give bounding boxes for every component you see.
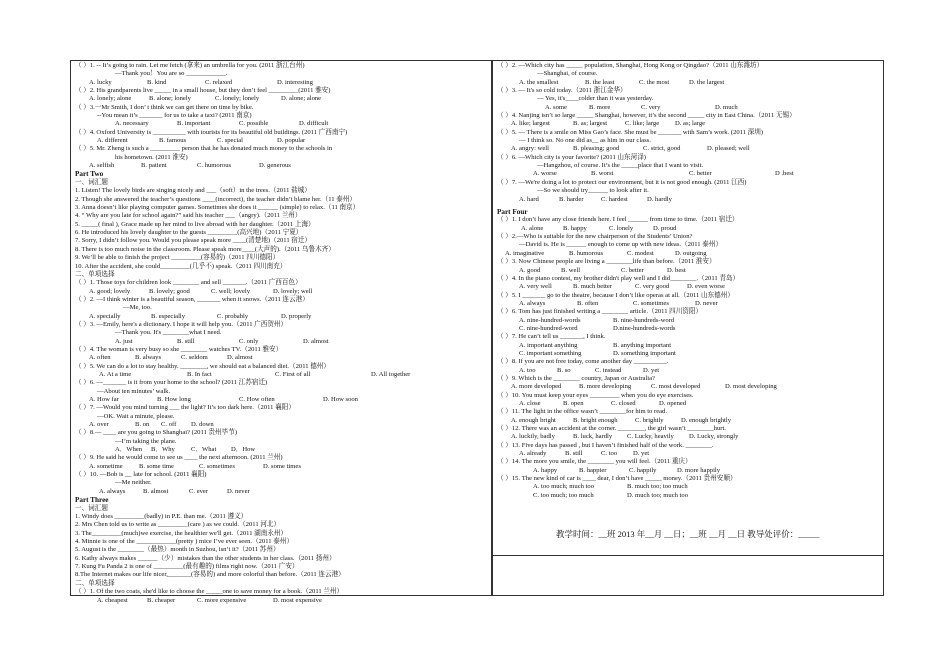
answer-option: D. properly xyxy=(281,312,312,320)
answer-option: A. always xyxy=(519,299,546,307)
answer-options xyxy=(497,367,879,375)
answer-option: D. the largest xyxy=(689,78,725,86)
question-line: （ ）2.—Who is suitable for the new chairperson of the Students’ Union? xyxy=(497,233,693,241)
answer-option: A. very well xyxy=(519,283,552,291)
answer-options xyxy=(497,79,879,87)
question-line: — Yes, it's____colder than it was yesterday. xyxy=(537,95,654,103)
question-line: —Me, too. xyxy=(123,304,152,312)
answer-option: D. never xyxy=(227,487,250,495)
answer-option: D. as; large xyxy=(675,120,706,128)
question-line: 7. Kung Fu Panda 2 is one of _________(最有趣的) films right now.（2011 广安） xyxy=(75,563,299,571)
question-line: （ ）3. Now Chinese people are living a ________life than before.（2011 淮安） xyxy=(497,258,716,266)
answer-option: C. How often xyxy=(239,396,275,403)
answer-option: A. cheapest xyxy=(97,596,128,604)
answer-option: A. At a time xyxy=(99,370,132,378)
answer-option: A. like; largest xyxy=(511,120,550,128)
question-line: 二、单项选择 xyxy=(75,270,115,278)
answer-option: B. important xyxy=(177,120,211,128)
question-line: 3. Anna doesn’t like playing computer games. Sometimes she does it ______ (simple) to relax.（11 南京） xyxy=(75,204,360,212)
question-line: 5. _____( final ), Grace made up her mind to live abroad with her daughter.（2011 上海） xyxy=(75,220,315,228)
question-line: —David is. He is ______ enough to come up with new ideas.（2011 泰州） xyxy=(519,241,723,249)
answer-option: D. yet xyxy=(643,366,660,374)
answer-option: C. sometimes xyxy=(199,462,235,470)
answer-options xyxy=(75,338,487,346)
answer-options xyxy=(497,250,879,258)
question-line: （ ）7. —We're doing a lot to protect our environment, but it is not good enough. (2011 江西) xyxy=(497,178,747,186)
answer-option: D. Lucky, strongly xyxy=(689,433,739,441)
answer-option: B. patient xyxy=(141,162,167,170)
question-line: 1. Windy does _________(badly) in P.E. than me.（2011 遵义） xyxy=(75,513,248,521)
answer-option: A. enough bright xyxy=(511,416,556,424)
question-line: —So we should try______ to look after it. xyxy=(537,187,649,195)
answer-option: C. very xyxy=(641,103,661,111)
answer-option: C. modest xyxy=(627,249,654,257)
question-line: （ ）4. The woman is very busy so she ________ watches TV.（2011 雅安） xyxy=(75,345,283,353)
section-heading: Part Two xyxy=(75,170,104,179)
answer-option: D. opened xyxy=(659,400,687,407)
answer-option: C. like; large xyxy=(625,120,660,128)
answer-option: D. almost xyxy=(227,354,253,362)
answer-option: C. ever xyxy=(189,487,209,495)
right-footer-box xyxy=(492,556,884,596)
answer-option: C. the most xyxy=(639,78,670,86)
answer-option: A. necessary xyxy=(115,120,149,128)
question-line: 一、词汇题 xyxy=(75,504,108,512)
answer-option: C. lonely xyxy=(609,224,634,232)
answer-option: B. How long xyxy=(157,396,191,403)
answer-option: C. most developed xyxy=(651,383,701,391)
question-line: （ ）8.— ____ are you going to Shanghai? (2011 贵州毕节) xyxy=(75,429,238,437)
answer-option: D. almost xyxy=(303,337,329,345)
answer-option: B. more xyxy=(589,103,611,111)
answer-option: D. something important xyxy=(613,349,676,357)
answer-option: C. too much; too much xyxy=(533,491,594,499)
answer-options xyxy=(75,463,487,471)
question-line: （ ）9. Which is the ________ country, Japan or Australia? xyxy=(497,374,655,382)
answer-options xyxy=(497,225,879,233)
answer-option: C. sometimes xyxy=(633,299,669,307)
answer-option: B. much too; too much xyxy=(627,483,688,491)
answer-option: B. some time xyxy=(139,462,174,470)
answer-option: A. the smallest xyxy=(519,78,559,86)
answer-option: A. nine-hundred-words xyxy=(519,316,581,324)
answer-options xyxy=(497,196,879,204)
answer-option: B. the least xyxy=(585,78,615,86)
question-line: （ ）11. The light in the office wasn’t ________for him to read. xyxy=(497,408,668,416)
answer-option: A. good xyxy=(519,266,541,274)
answer-option: C. probably xyxy=(217,312,249,320)
answer-option: B. always xyxy=(135,354,162,362)
question-line: （ ）6. Tom has just finished writing a ________ article.（2011 四川资阳） xyxy=(497,308,703,316)
answer-option: C. First of all xyxy=(275,370,311,378)
answer-option: C. better xyxy=(621,266,644,274)
answer-option: D. some times xyxy=(263,462,301,470)
answer-option: D. yet xyxy=(633,450,650,458)
question-line: —I’m taking the plane. xyxy=(115,437,177,445)
answer-option: D. popular xyxy=(277,137,306,145)
answer-option: C. brightly xyxy=(635,416,664,424)
question-line: --You mean it’s _______ for us to take a taxi? (2011 南京) xyxy=(97,112,252,120)
question-line: 1. Listen! The lovely birds are singing nicely and ___（soft）in the trees.（2011 盐城） xyxy=(75,187,311,195)
answer-options xyxy=(75,354,487,362)
answer-option: D .best xyxy=(775,170,794,178)
answer-options xyxy=(497,325,879,333)
question-line: —Shanghai, of course. xyxy=(537,70,598,78)
answer-option: B. still xyxy=(565,450,583,458)
answer-option: B. happier xyxy=(579,466,607,474)
answer-option: B. kind xyxy=(147,78,167,86)
answer-options xyxy=(497,342,879,350)
question-line: —Me neither. xyxy=(115,479,152,487)
answer-option: A. How far xyxy=(89,396,119,403)
question-line: （ ）14. The more you smile, the ________ you will feel.（2011 重庆） xyxy=(497,458,692,466)
answer-option: B. as; largest xyxy=(573,120,608,128)
answer-option: C. better xyxy=(689,170,712,178)
answer-option: C. Lucky, heavily xyxy=(627,433,674,441)
question-line: —Thank you！You are so ____________. xyxy=(115,70,228,78)
answer-options xyxy=(75,120,487,128)
question-line: （ ）10. You must keep your eyes _________ when you do eye exercises. xyxy=(497,391,694,399)
answer-option: D. much too; much too xyxy=(627,491,688,499)
question-line: 二、单项选择 xyxy=(75,579,115,587)
answer-option: B. pleasing; good xyxy=(573,145,620,153)
question-line: （ ）5. Mr. Zheng is such a _________ person that he has donated much money to the schools in xyxy=(75,145,333,153)
answer-option: D. outgoing xyxy=(675,249,707,257)
question-line: （ ）1. -- It’s going to rain. Let me fetch (拿来) an umbrella for you. (2011 浙江台州) xyxy=(75,62,305,69)
answer-option: B. much better xyxy=(573,283,613,291)
answer-option: A. more developed xyxy=(511,383,562,391)
question-line: （ ）2. —Which city has _____ population, Shanghai, Hong Kong or Qingdao?（2011 山东潍坊） xyxy=(497,62,764,69)
answer-option: B. well xyxy=(561,266,581,274)
answer-option: C. important something xyxy=(519,349,582,357)
answer-option: A. worse xyxy=(533,170,557,178)
answer-option: B. especially xyxy=(151,312,186,320)
answer-option: A. too much; much too xyxy=(533,483,594,491)
question-line: （ ）9. He said he would come to see us ____ the next afternoon. (2011 兰州) xyxy=(75,454,283,462)
answer-option: B. harder xyxy=(559,195,584,203)
answer-option: D. pleased; well xyxy=(707,145,750,153)
question-line: 9. We’ll be able to finish the project _________(容易的)（2011 四川德阳） xyxy=(75,254,280,262)
question-line: （ ）10. —Bob is __ late for school. (2011 襄阳) xyxy=(75,471,207,479)
answer-option: B. open xyxy=(563,400,584,407)
answer-options xyxy=(75,162,487,170)
answer-options xyxy=(497,170,879,178)
question-line: （ ）2. His grandparents live _____ in a small house, but they don’t feel _________(2011 雅安) xyxy=(75,87,331,95)
answer-option: B. still xyxy=(177,337,195,345)
answer-option: B. more developing xyxy=(579,383,632,391)
answer-options xyxy=(497,483,879,491)
answer-option: D. All together xyxy=(371,370,411,378)
answer-options xyxy=(497,283,879,291)
section-heading: Part Four xyxy=(497,207,528,216)
answer-option: C. strict, good xyxy=(643,145,681,153)
answer-option: C. nine-hundred-word xyxy=(519,324,578,332)
question-line: （ ）15. The new kind of car is ____ dear, I don’t have _____ money.（2011 贵州安顺） xyxy=(497,475,737,483)
question-line: 10. After the accident, she could_________(几乎不) speak.（2011 四川南充） xyxy=(75,262,287,270)
question-line: 6. He introduced his lovely daughter to the guests _________(高兴地)（2011 宁夏） xyxy=(75,229,303,237)
question-line: 8.The Internet makes our life nicer,_______(容易的) and more colorful than before.（2011 连云港） xyxy=(75,571,345,579)
answer-option: A. luckily, badly xyxy=(511,433,555,441)
answer-option: C. well; lovely xyxy=(211,287,251,295)
answer-option: A. important anything xyxy=(519,341,578,349)
question-line: （ ）3. — It's so cold today.（2011 浙江金华） xyxy=(497,87,627,95)
answer-options xyxy=(497,120,879,128)
answer-option: D.nine-hundreds-words xyxy=(613,324,676,332)
question-line: 7. Sorry, I didn’t follow you. Would you please speak more ____(清楚地)（2011 宿迁） xyxy=(75,237,312,245)
question-line: （ ）1. Those toys for children look ________ and sell _______.（2011 广西百色） xyxy=(75,279,302,287)
answer-options xyxy=(75,288,487,296)
section-heading: Part Three xyxy=(75,496,109,505)
question-line: （ ）7. He can’t tell us _______, I think. xyxy=(497,333,606,341)
question-line: （ ）4. Oxford University is __________ with tourists for its beautiful old buildings. (2011 广西南宁) xyxy=(75,128,348,136)
answer-option: D. interesting xyxy=(277,78,313,86)
question-line: （ ）4. Nanjing isn’t so large _____ Shanghai, however, it’s the second _____ city in East China.（2011 无锡） xyxy=(497,112,796,120)
answer-option: A. lonely; alone xyxy=(89,95,132,103)
answer-option: D. best xyxy=(667,266,686,274)
answer-option: A. already xyxy=(519,450,547,458)
answer-options xyxy=(497,433,879,441)
answer-option: A. angry: well xyxy=(511,145,549,153)
answer-options xyxy=(497,317,879,325)
question-line: （ ）1. I don’t have any close friends here. I feel ______ from time to time.（2011 宿迁） xyxy=(497,216,739,224)
question-line: — I think so. No one did as__ as him in our class. xyxy=(519,137,651,145)
answer-option: A. hard xyxy=(519,195,539,203)
answer-option: B. so xyxy=(557,366,571,374)
answer-options xyxy=(75,597,487,605)
answer-option: B. cheaper xyxy=(147,596,176,604)
answer-option: A. often xyxy=(89,354,111,362)
answer-option: B．Why xyxy=(151,446,175,454)
answer-option: A. imaginative xyxy=(505,249,545,257)
answer-option: D．How xyxy=(231,446,256,454)
teaching-time-footer: 教学时间：__班 2013 年__月 __日；__班 __月 __日 教导处评价：_____ xyxy=(556,529,820,539)
answer-option: A. good; lovely xyxy=(89,287,131,295)
answer-option: A. alone xyxy=(521,224,544,232)
answer-option: A. selfish xyxy=(89,162,115,170)
answer-option: C. relaxed xyxy=(205,78,233,86)
answer-option: D. much xyxy=(715,103,738,111)
question-line: （ ）12. There was an accident at the corner. ________, the girl wasn’t ________hurt. xyxy=(497,425,726,433)
question-line: （ ）2. —I think winter is a beautiful season, _______ when it snows.（2011 连云港） xyxy=(75,295,309,303)
answer-options xyxy=(497,467,879,475)
answer-option: A. sometime xyxy=(89,462,123,470)
answer-option: D. never xyxy=(695,299,718,307)
answer-option: C. off xyxy=(161,421,177,429)
question-line: 5. August is the ________（最热）month in Suzhou, isn’t it?（2011 苏州） xyxy=(75,546,280,554)
answer-option: C. too xyxy=(601,450,618,458)
answer-option: A．When xyxy=(115,446,143,454)
answer-option: C. happily xyxy=(629,466,657,474)
answer-option: C. instead xyxy=(595,366,622,374)
answer-option: C. seldom xyxy=(181,354,208,362)
question-line: （ ）5. I _______ go to the theatre, because I don’t like operas at all.（2011 山东德州） xyxy=(497,291,734,299)
question-line: （ ）1. Of the two coats, she'd like to choose the _____one to save money for a book.（2011 兰州） xyxy=(75,588,344,596)
answer-option: B. worst xyxy=(591,170,614,178)
answer-option: A. just xyxy=(115,337,133,345)
answer-option: C. special xyxy=(217,137,244,145)
answer-option: D. most expensive xyxy=(273,596,322,604)
answer-option: A. always xyxy=(99,487,126,495)
answer-options xyxy=(497,300,879,308)
right-column xyxy=(492,60,884,556)
answer-option: A. happy xyxy=(533,466,558,474)
question-line: 2. Though she answered the teacher’s questions ____(incorrect), the teacher didn’t blame her.（11 泰州） xyxy=(75,195,357,203)
answer-option: D. proud xyxy=(653,224,677,232)
question-line: （ ）4. In the piano contest, my brother didn't play well and I did________.（2011 青岛） xyxy=(497,274,740,282)
question-line: （ ）8. If you are not free today, come another day __________. xyxy=(497,358,669,366)
left-column xyxy=(70,60,492,604)
question-line: （ ）5. We can do a lot to stay healthy. ________, we should eat a balanced diet.（2011 德州） xyxy=(75,362,330,370)
answer-options xyxy=(497,383,879,391)
question-line: 4. Minnie is one of the ____________(pretty ) mice I’ve ever seen.（2011 泰州） xyxy=(75,538,294,546)
answer-options xyxy=(75,79,487,87)
answer-options xyxy=(497,145,879,153)
answer-options xyxy=(75,313,487,321)
question-line: 2. Mrs Chen told us to write as _________(care ) as we could.（2011 河北） xyxy=(75,521,281,529)
answer-option: C. only xyxy=(239,337,259,345)
answer-option: D. alone; alone xyxy=(281,95,322,103)
answer-option: A. specially xyxy=(89,312,121,320)
answer-option: D. hardly xyxy=(647,195,672,203)
question-line: （ ）6. —_______ is it from your home to the school? (2011 江苏宿迁) xyxy=(75,379,268,387)
answer-option: D. more happily xyxy=(677,466,721,474)
answer-option: D. most developing xyxy=(725,383,777,391)
answer-option: D. down xyxy=(191,421,214,429)
question-line: （ ）6. —Which city is your favorite? (2011 山东菏泽) xyxy=(497,153,646,161)
question-line: —OK. Wait a minute, please. xyxy=(97,412,175,420)
question-line: 4. “ Why are you late for school again?” said his teacher ___（angry).（2011 兰州） xyxy=(75,212,302,220)
question-line: —About ten minutes’ walk. xyxy=(97,387,171,395)
answer-option: A. lucky xyxy=(89,78,112,86)
answer-option: C．What xyxy=(191,446,217,454)
answer-option: B. on xyxy=(135,421,150,429)
answer-option: B. lovely; good xyxy=(149,287,190,295)
answer-option: C. hardest xyxy=(601,195,628,203)
answer-option: B. alone; lonely xyxy=(149,95,191,103)
question-line: 8. There is too much noise in the classroom. Please speak more____(大声的).（2011 乌鲁木齐） xyxy=(75,245,335,253)
answer-option: B. anything important xyxy=(613,341,672,349)
answer-option: B. often xyxy=(577,299,599,307)
answer-option: B. bright enough xyxy=(573,416,618,424)
answer-options xyxy=(497,267,879,275)
answer-option: A. some xyxy=(545,103,567,111)
question-line: 一、词汇题 xyxy=(75,179,108,187)
answer-option: A. different xyxy=(97,137,128,145)
answer-option: D. enough brightly xyxy=(681,416,731,424)
answer-option: A. too xyxy=(519,366,536,374)
answer-option: C. lonely; lonely xyxy=(215,95,260,103)
question-line: （ ）5. — There is a smile on Miss Gao’s face. She must be _______ with Sam’s work. (2011 深圳) xyxy=(497,128,764,136)
question-line: （ ）3. —Emily, here's a dictionary. I hope it will help you.（2011 广西贺州） xyxy=(75,320,288,328)
answer-option: C. very good xyxy=(635,283,670,291)
answer-options xyxy=(497,492,879,500)
question-line: （ ）7. —Would you mind turning ___ the light? It’s too dark here.（2011 襄阳） xyxy=(75,404,295,412)
answer-option: D. difficult xyxy=(299,120,329,128)
answer-options xyxy=(75,95,487,103)
answer-option: C. humorous xyxy=(197,162,232,170)
question-line: his hometown. (2011 淮安) xyxy=(115,153,188,161)
answer-option: A. close xyxy=(519,400,541,407)
question-line: —Thank you. It's ________what I need. xyxy=(115,329,222,337)
answer-option: B. nine-hundreds-word xyxy=(613,316,675,324)
answer-option: B. In fact xyxy=(187,370,212,378)
question-line: 6. Kathy always makes ______（少）mistakes than the other students in her class.（2011 扬州） xyxy=(75,554,336,562)
question-line: （ ）3.一Mr Smith, I don’ t think we can get there on time by bike. xyxy=(75,103,254,111)
answer-option: B. luck, hardly xyxy=(573,433,613,441)
answer-options xyxy=(497,417,879,425)
answer-option: B. humorous xyxy=(569,249,604,257)
answer-option: D. even worse xyxy=(687,283,725,291)
answer-options xyxy=(75,488,487,496)
answer-option: C. more expensive xyxy=(197,596,247,604)
answer-option: B. famous xyxy=(159,137,187,145)
answer-option: A. over xyxy=(89,421,109,429)
question-line: 3. The_________(much)we exercise, the healthier we'll get.（2011 湖南永州） xyxy=(75,529,288,537)
answer-option: D. lovely; well xyxy=(273,287,313,295)
answer-option: B. happy xyxy=(563,224,587,232)
question-line: （ ）13. Five days has passed , but I haven’t finished half of the work. ________. xyxy=(497,441,714,449)
question-line: —Hangzhou, of course. It’s the _____place that I want to visit. xyxy=(537,162,704,170)
answer-option: D. generous xyxy=(259,162,291,170)
answer-option: C. possible xyxy=(239,120,269,128)
answer-option: B. almost xyxy=(143,487,169,495)
answer-option: C. closed xyxy=(611,400,636,407)
answer-options xyxy=(497,104,879,112)
answer-option: D. How soon xyxy=(323,396,358,403)
